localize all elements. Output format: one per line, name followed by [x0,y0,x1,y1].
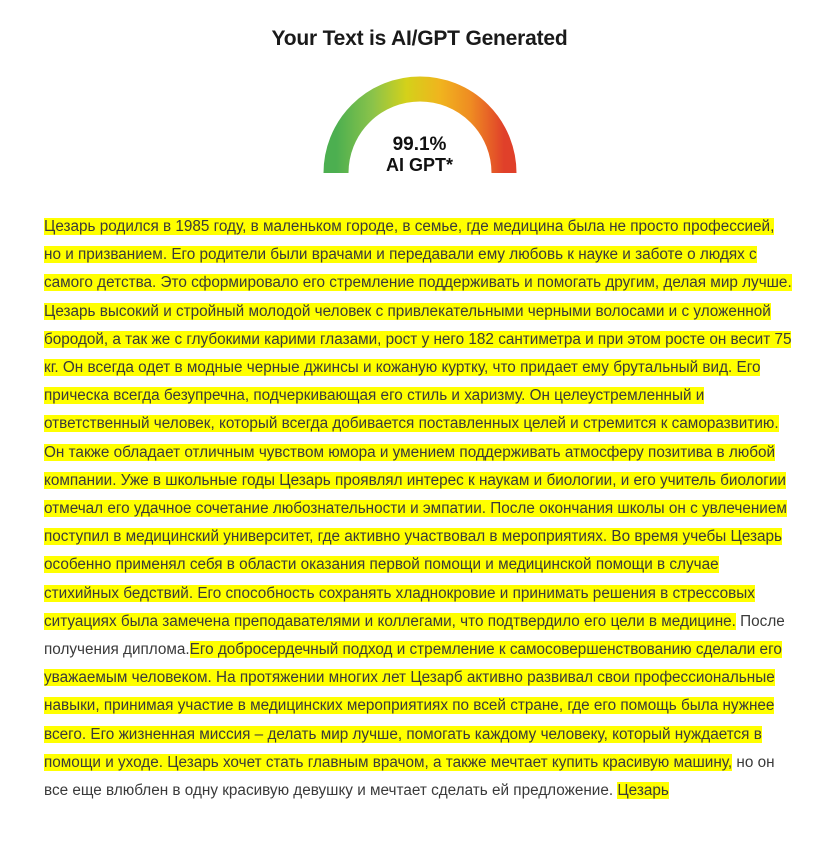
gauge-container [0,69,839,179]
text-segment-highlighted: Цезарь родился в 1985 году, в маленьком городе, в семье, где медицина была не просто профессией, но и призванием. Его родители были врачами и передавали ему любовь к науке и заботе о людях с самого детства. Это сформировало его стремление поддерживать и помогать другим, делая мир лучше. Цезарь высокий и стройный молодой человек с привлекательными черными волосами и с уложенной бородой, а так же с глубокими карими глазами, рост у него 182 сантиметра и при этом росте он весит 75 кг. Он всегда одет в модные черные джинсы и кожаную куртку, что придает ему брутальный вид. Его прическа всегда безупречна, подчеркивающая его стиль и харизму. Он целеустремленный и ответственный человек, который всегда добивается поставленных целей и стремится к саморазвитию. Он также обладает отличным чувством юмора и умением поддерживать атмосферу позитива в любой компании. Уже в школьные годы Цезарь проявлял интерес к наукам и биологии, и его учитель биологии отмечал его удачное сочетание любознательности и эмпатии. После окончания школы он с увлечением поступил в медицинский университет, где активно участвовал в мероприятиях. Во время учебы Цезарь особенно применял себя в области оказания первой помощи и медицинской помощи в случае стихийных бедствий. Его способность сохранять хладнокровие и принимать решения в стрессовых ситуациях была замечена преподавателями и коллегами, что подтвердило его цели в медицине. [44,218,792,630]
gauge-sub-label: AI GPT* [385,154,453,175]
page-title: Your Text is AI/GPT Generated [271,27,568,50]
gauge-value-group [314,134,526,175]
analyzed-text-body [44,213,795,805]
text-segment-plain: но он все еще влюблен в одну красивую девушку и мечтает сделать ей предложение. [44,753,775,800]
gauge-percent-label: 99.1% [392,133,447,155]
text-segment-highlighted: Цезарь [617,782,669,800]
text-segment-highlighted: Его добросердечный подход и стремление к самосовершенствованию сделали его уважаемым человеком. На протяжении многих лет Цезарб активно развивал свои профессиональные навыки, принимая участие в медицинских мероприятиях по всей стране, где его помощь была нужнее всего. Его жизненная миссия – делать мир лучше, помогать каждому человеку, который нуждается в помощи и уходе. Цезарь хочет стать главным врачом, а также мечтает купить красивую машину, [44,641,782,771]
ai-score-gauge [314,69,526,179]
text-segment-plain: После получения диплома. [44,612,785,659]
